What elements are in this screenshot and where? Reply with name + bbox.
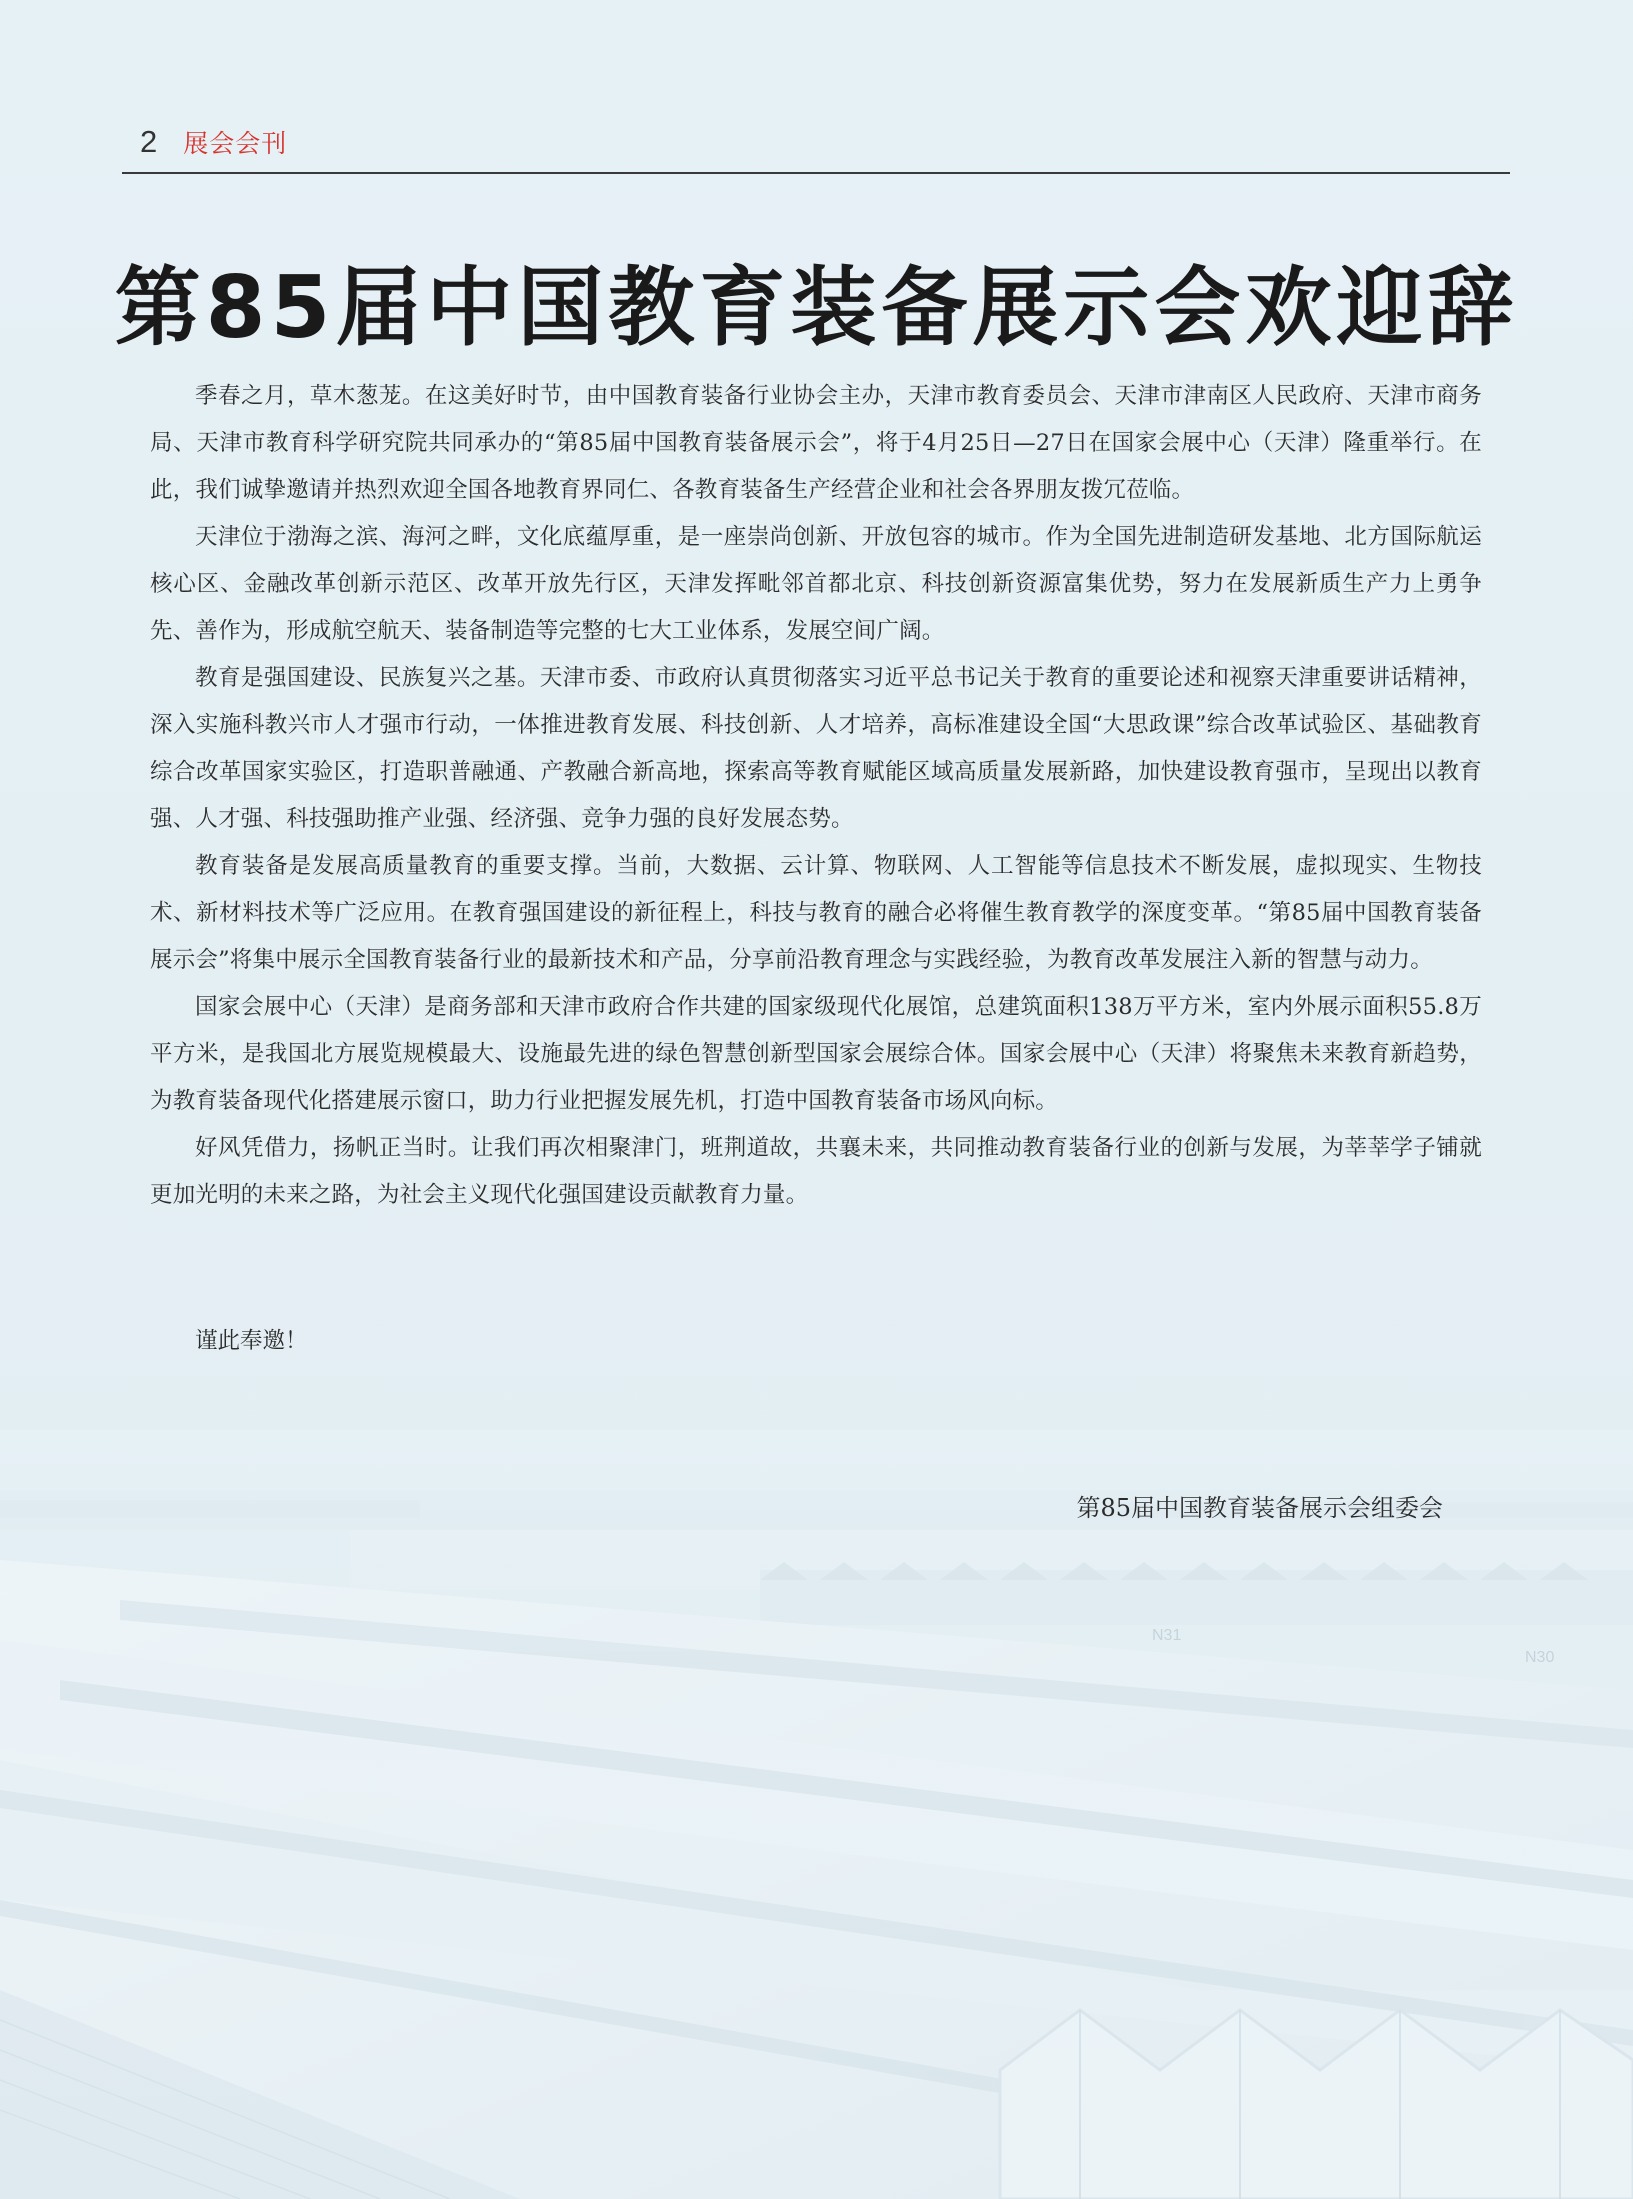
paragraph-6: 好风凭借力，扬帆正当时。让我们再次相聚津门，班荆道故，共襄未来，共同推动教育装备行业的创新与发展，为莘莘学子铺就更加光明的未来之路，为社会主义现代化强国建设贡献教育力量。 [150, 1135, 1482, 1208]
paragraph-4: 教育装备是发展高质量教育的重要支撑。当前，大数据、云计算、物联网、人工智能等信息技术不断发展，虚拟现实、生物技术、新材料技术等广泛应用。在教育强国建设的新征程上，科技与教育的融合必将催生教育教学的深度变革。“第85届中国教育装备展示会”将集中展示全国教育装备行业的最新技术和产品，分享前沿教育理念与实践经验，为教育改革发展注入新的智慧与动力。 [150, 853, 1482, 973]
page-title: 第85届中国教育装备展示会欢迎辞 [114, 258, 1519, 358]
exhibition-hall-roofs-image [0, 1430, 1633, 2199]
section-name: 展会会刊 [183, 129, 288, 158]
signature: 第85届中国教育装备展示会组委会 [1076, 1494, 1443, 1522]
letter-body [150, 373, 1482, 1219]
paragraph-3: 教育是强国建设、民族复兴之基。天津市委、市政府认真贯彻落实习近平总书记关于教育的重要论述和视察天津重要讲话精神，深入实施科教兴市人才强市行动，一体推进教育发展、科技创新、人才培养，高标准建设全国“大思政课”综合改革试验区、基础教育综合改革国家实验区，打造职普融通、产教融合新高地，探索高等教育赋能区域高质量发展新路，加快建设教育强市，呈现出以教育强、人才强、科技强助推产业强、经济强、竞争力强的良好发展态势。 [150, 665, 1482, 832]
paragraph-1: 季春之月，草木葱茏。在这美好时节，由中国教育装备行业协会主办，天津市教育委员会、天津市津南区人民政府、天津市商务局、天津市教育科学研究院共同承办的“第85届中国教育装备展示会”，将于4月25日—27日在国家会展中心（天津）隆重举行。在此，我们诚挚邀请并热烈欢迎全国各地教育界同仁、各教育装备生产经营企业和社会各界朋友拨冗莅临。 [150, 383, 1482, 503]
paragraph-2: 天津位于渤海之滨、海河之畔，文化底蕴厚重，是一座崇尚创新、开放包容的城市。作为全国先进制造研发基地、北方国际航运核心区、金融改革创新示范区、改革开放先行区，天津发挥毗邻首都北京、科技创新资源富集优势，努力在发展新质生产力上勇争先、善作为，形成航空航天、装备制造等完整的七大工业体系，发展空间广阔。 [150, 524, 1482, 644]
header-divider [122, 172, 1510, 174]
page-number: 2 [140, 124, 158, 159]
running-header [140, 118, 287, 166]
closing-line: 谨此奉邀！ [195, 1328, 308, 1354]
paragraph-5: 国家会展中心（天津）是商务部和天津市政府合作共建的国家级现代化展馆，总建筑面积138万平方米，室内外展示面积55.8万平方米，是我国北方展览规模最大、设施最先进的绿色智慧创新型国家会展综合体。国家会展中心（天津）将聚焦未来教育新趋势，为教育装备现代化搭建展示窗口，助力行业把握发展先机，打造中国教育装备市场风向标。 [150, 994, 1482, 1114]
